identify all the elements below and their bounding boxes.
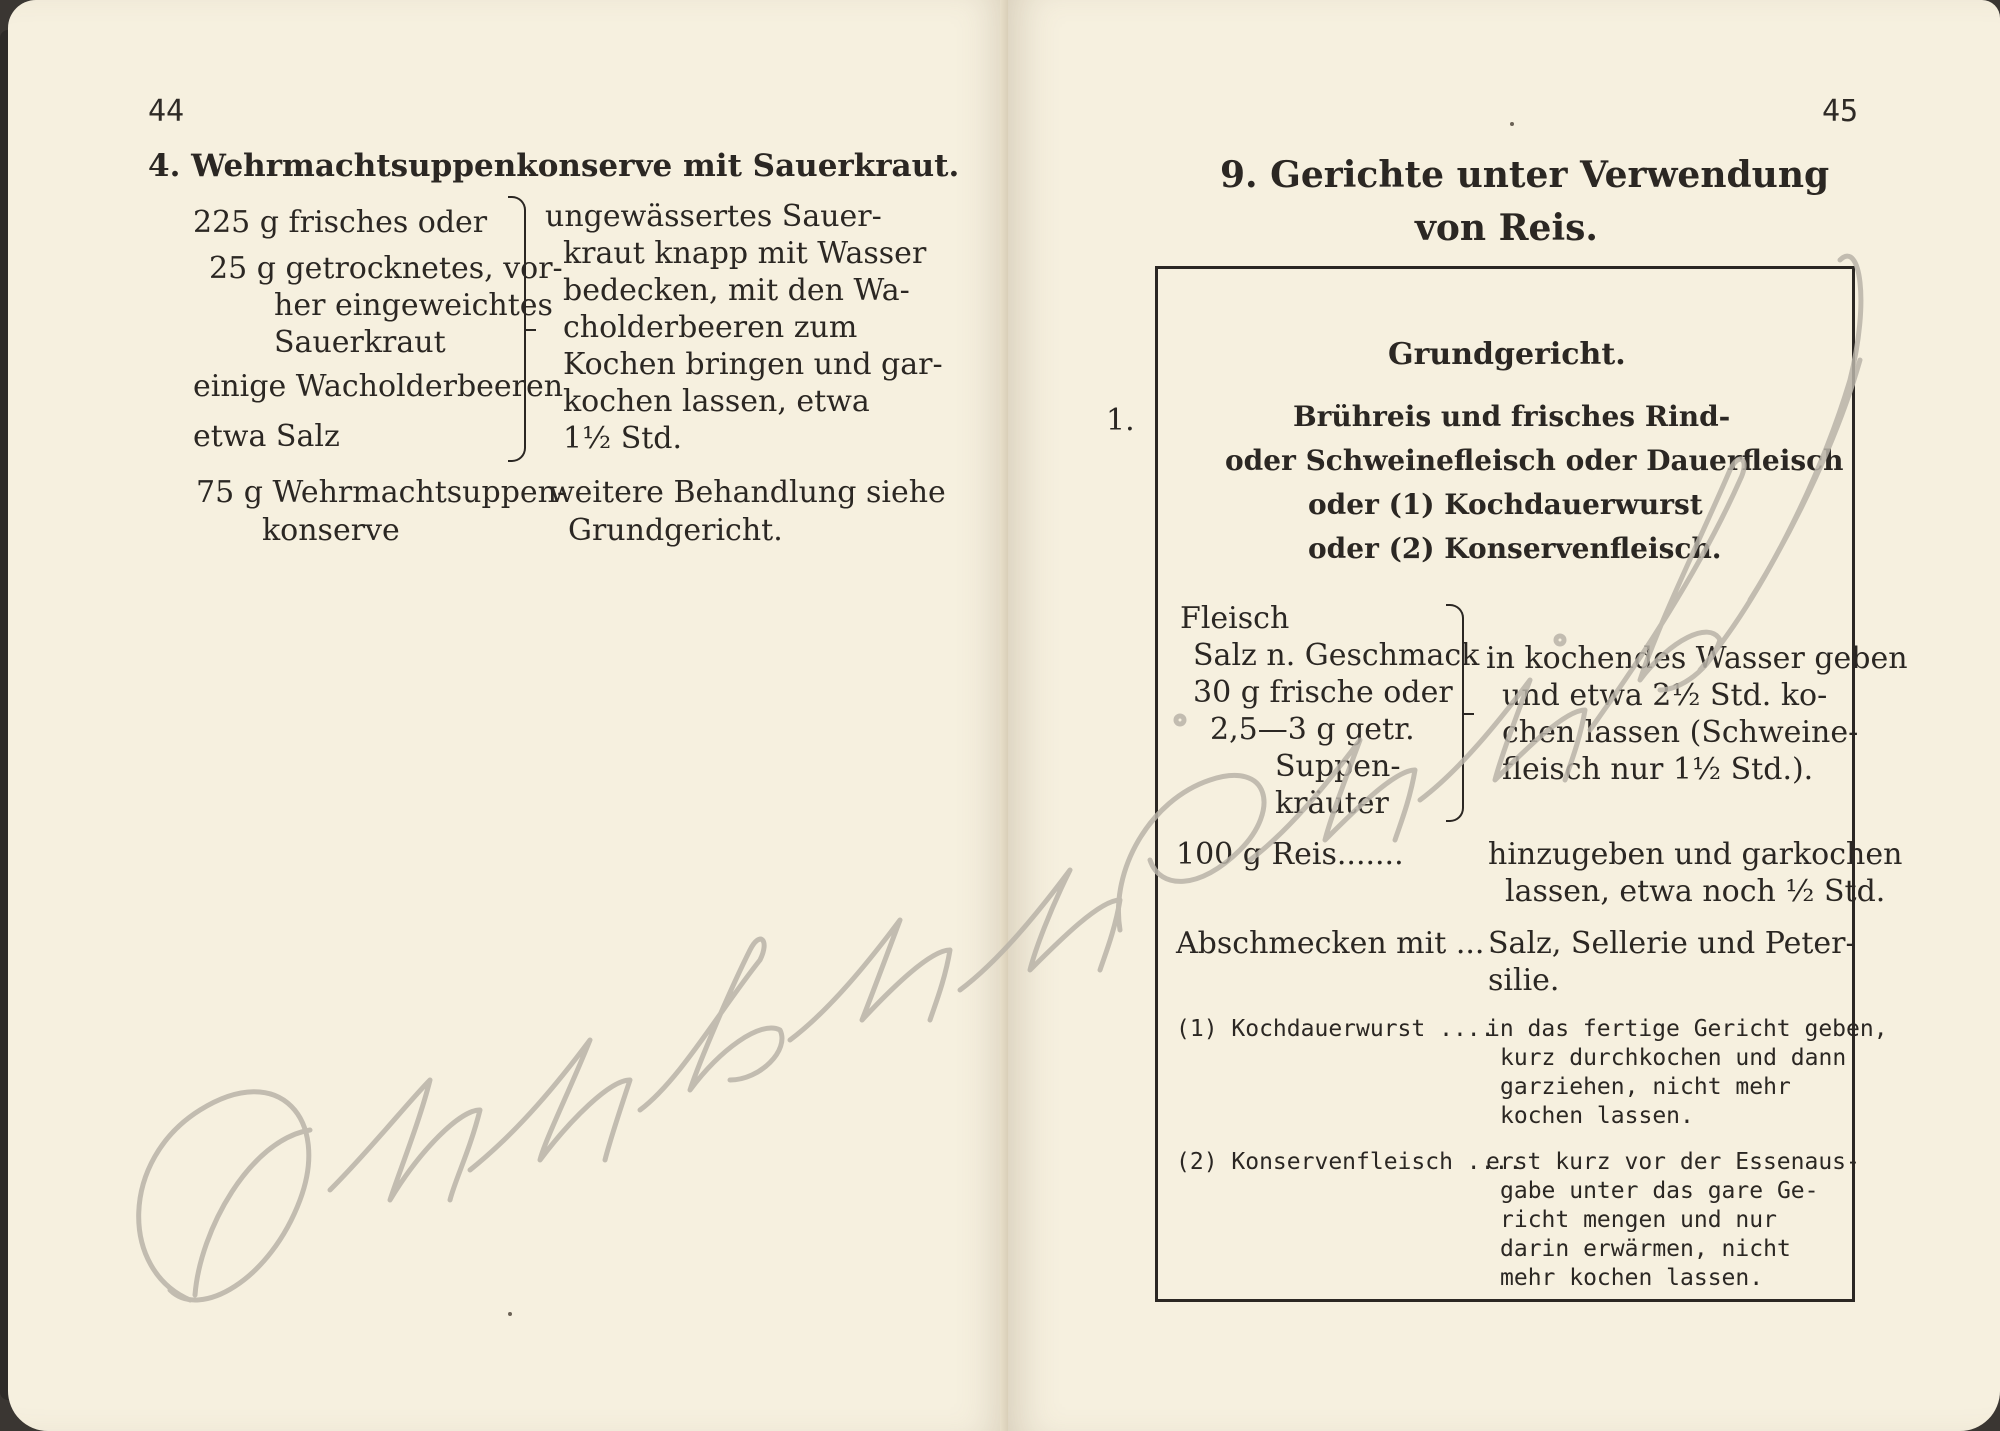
ingredient-line: Salz n. Geschmack — [1193, 638, 1480, 673]
dish-title-line: oder (1) Kochdauerwurst — [1308, 488, 1703, 521]
instruction-line: 1½ Std. — [563, 421, 683, 456]
option-instruction: kurz durchkochen und dann — [1500, 1045, 1847, 1071]
dish-title-line: oder Schweinefleisch oder Dauerfleisch — [1225, 444, 1844, 477]
dish-title-line: oder (2) Konservenfleisch. — [1308, 532, 1722, 565]
ingredient-line: 2,5—3 g getr. — [1210, 712, 1415, 747]
chapter-title: von Reis. — [1415, 207, 1598, 249]
item-number: 1. — [1106, 403, 1135, 438]
ingredient-line: 25 g getrocknetes, vor- — [209, 251, 563, 286]
ingredient-line: Sauerkraut — [274, 325, 446, 360]
season-label: Abschmecken mit ... — [1176, 926, 1485, 961]
instruction-line: hinzugeben und garkochen — [1488, 837, 1903, 872]
option-instruction: darin erwärmen, nicht — [1500, 1236, 1791, 1262]
chapter-title: 9. Gerichte unter Verwendung — [1220, 154, 1830, 196]
instruction-line: cholderbeeren zum — [563, 310, 858, 345]
brace — [508, 196, 526, 462]
option-instruction: garziehen, nicht mehr — [1500, 1074, 1791, 1100]
instruction-line: Grundgericht. — [568, 513, 783, 548]
rice-label: 100 g Reis....... — [1176, 837, 1404, 872]
option-label: (2) Konservenfleisch .... — [1176, 1149, 1523, 1175]
instruction-line: Kochen bringen und gar- — [563, 347, 943, 382]
option-instruction: gabe unter das gare Ge- — [1500, 1178, 1819, 1204]
ingredient-line: 75 g Wehrmachtsuppen- — [196, 475, 568, 510]
option-instruction: richt mengen und nur — [1500, 1207, 1777, 1233]
ingredient-line: 225 g frisches oder — [193, 205, 488, 240]
option-instruction: erst kurz vor der Essenaus- — [1486, 1149, 1860, 1175]
recipe-heading: 4. Wehrmachtsuppenkonserve mit Sauerkraut. — [148, 148, 960, 184]
brace — [1446, 604, 1464, 822]
instruction-line: ungewässertes Sauer- — [545, 199, 882, 234]
option-instruction: in das fertige Gericht geben, — [1486, 1016, 1888, 1042]
paper-speck — [1510, 122, 1514, 126]
instruction-line: fleisch nur 1½ Std.). — [1502, 752, 1814, 787]
ingredient-line: konserve — [262, 513, 400, 548]
instruction-line: lassen, etwa noch ½ Std. — [1505, 874, 1886, 909]
paper-speck — [508, 1312, 512, 1316]
ingredient-line: kräuter — [1275, 786, 1389, 821]
ingredient-line: Suppen- — [1275, 749, 1401, 784]
option-instruction: kochen lassen. — [1500, 1103, 1694, 1129]
ingredient-line: Fleisch — [1180, 601, 1290, 636]
instruction-line: chen lassen (Schweine- — [1502, 715, 1859, 750]
instruction-line: in kochendes Wasser geben — [1486, 641, 1908, 676]
ingredient-line: 30 g frische oder — [1193, 675, 1453, 710]
instruction-line: bedecken, mit den Wa- — [563, 273, 910, 308]
ingredient-line: her eingeweichtes — [274, 288, 553, 323]
ingredient-line: einige Wacholderbeeren — [193, 369, 564, 404]
dish-title-line: Brühreis und frisches Rind- — [1293, 400, 1731, 433]
right-page-number: 45 — [1822, 94, 1859, 129]
instruction-line: kochen lassen, etwa — [563, 384, 870, 419]
instruction-line: und etwa 2½ Std. ko- — [1502, 678, 1828, 713]
left-page-number: 44 — [148, 94, 185, 129]
instruction-line: silie. — [1488, 963, 1560, 998]
ingredient-line: etwa Salz — [193, 419, 340, 454]
instruction-line: kraut knapp mit Wasser — [563, 236, 927, 271]
instruction-line: weitere Behandlung siehe — [549, 475, 946, 510]
box-subtitle: Grundgericht. — [1388, 337, 1626, 372]
instruction-line: Salz, Sellerie und Peter- — [1488, 926, 1856, 961]
option-label: (1) Kochdauerwurst .... — [1176, 1016, 1495, 1042]
option-instruction: mehr kochen lassen. — [1500, 1265, 1764, 1291]
